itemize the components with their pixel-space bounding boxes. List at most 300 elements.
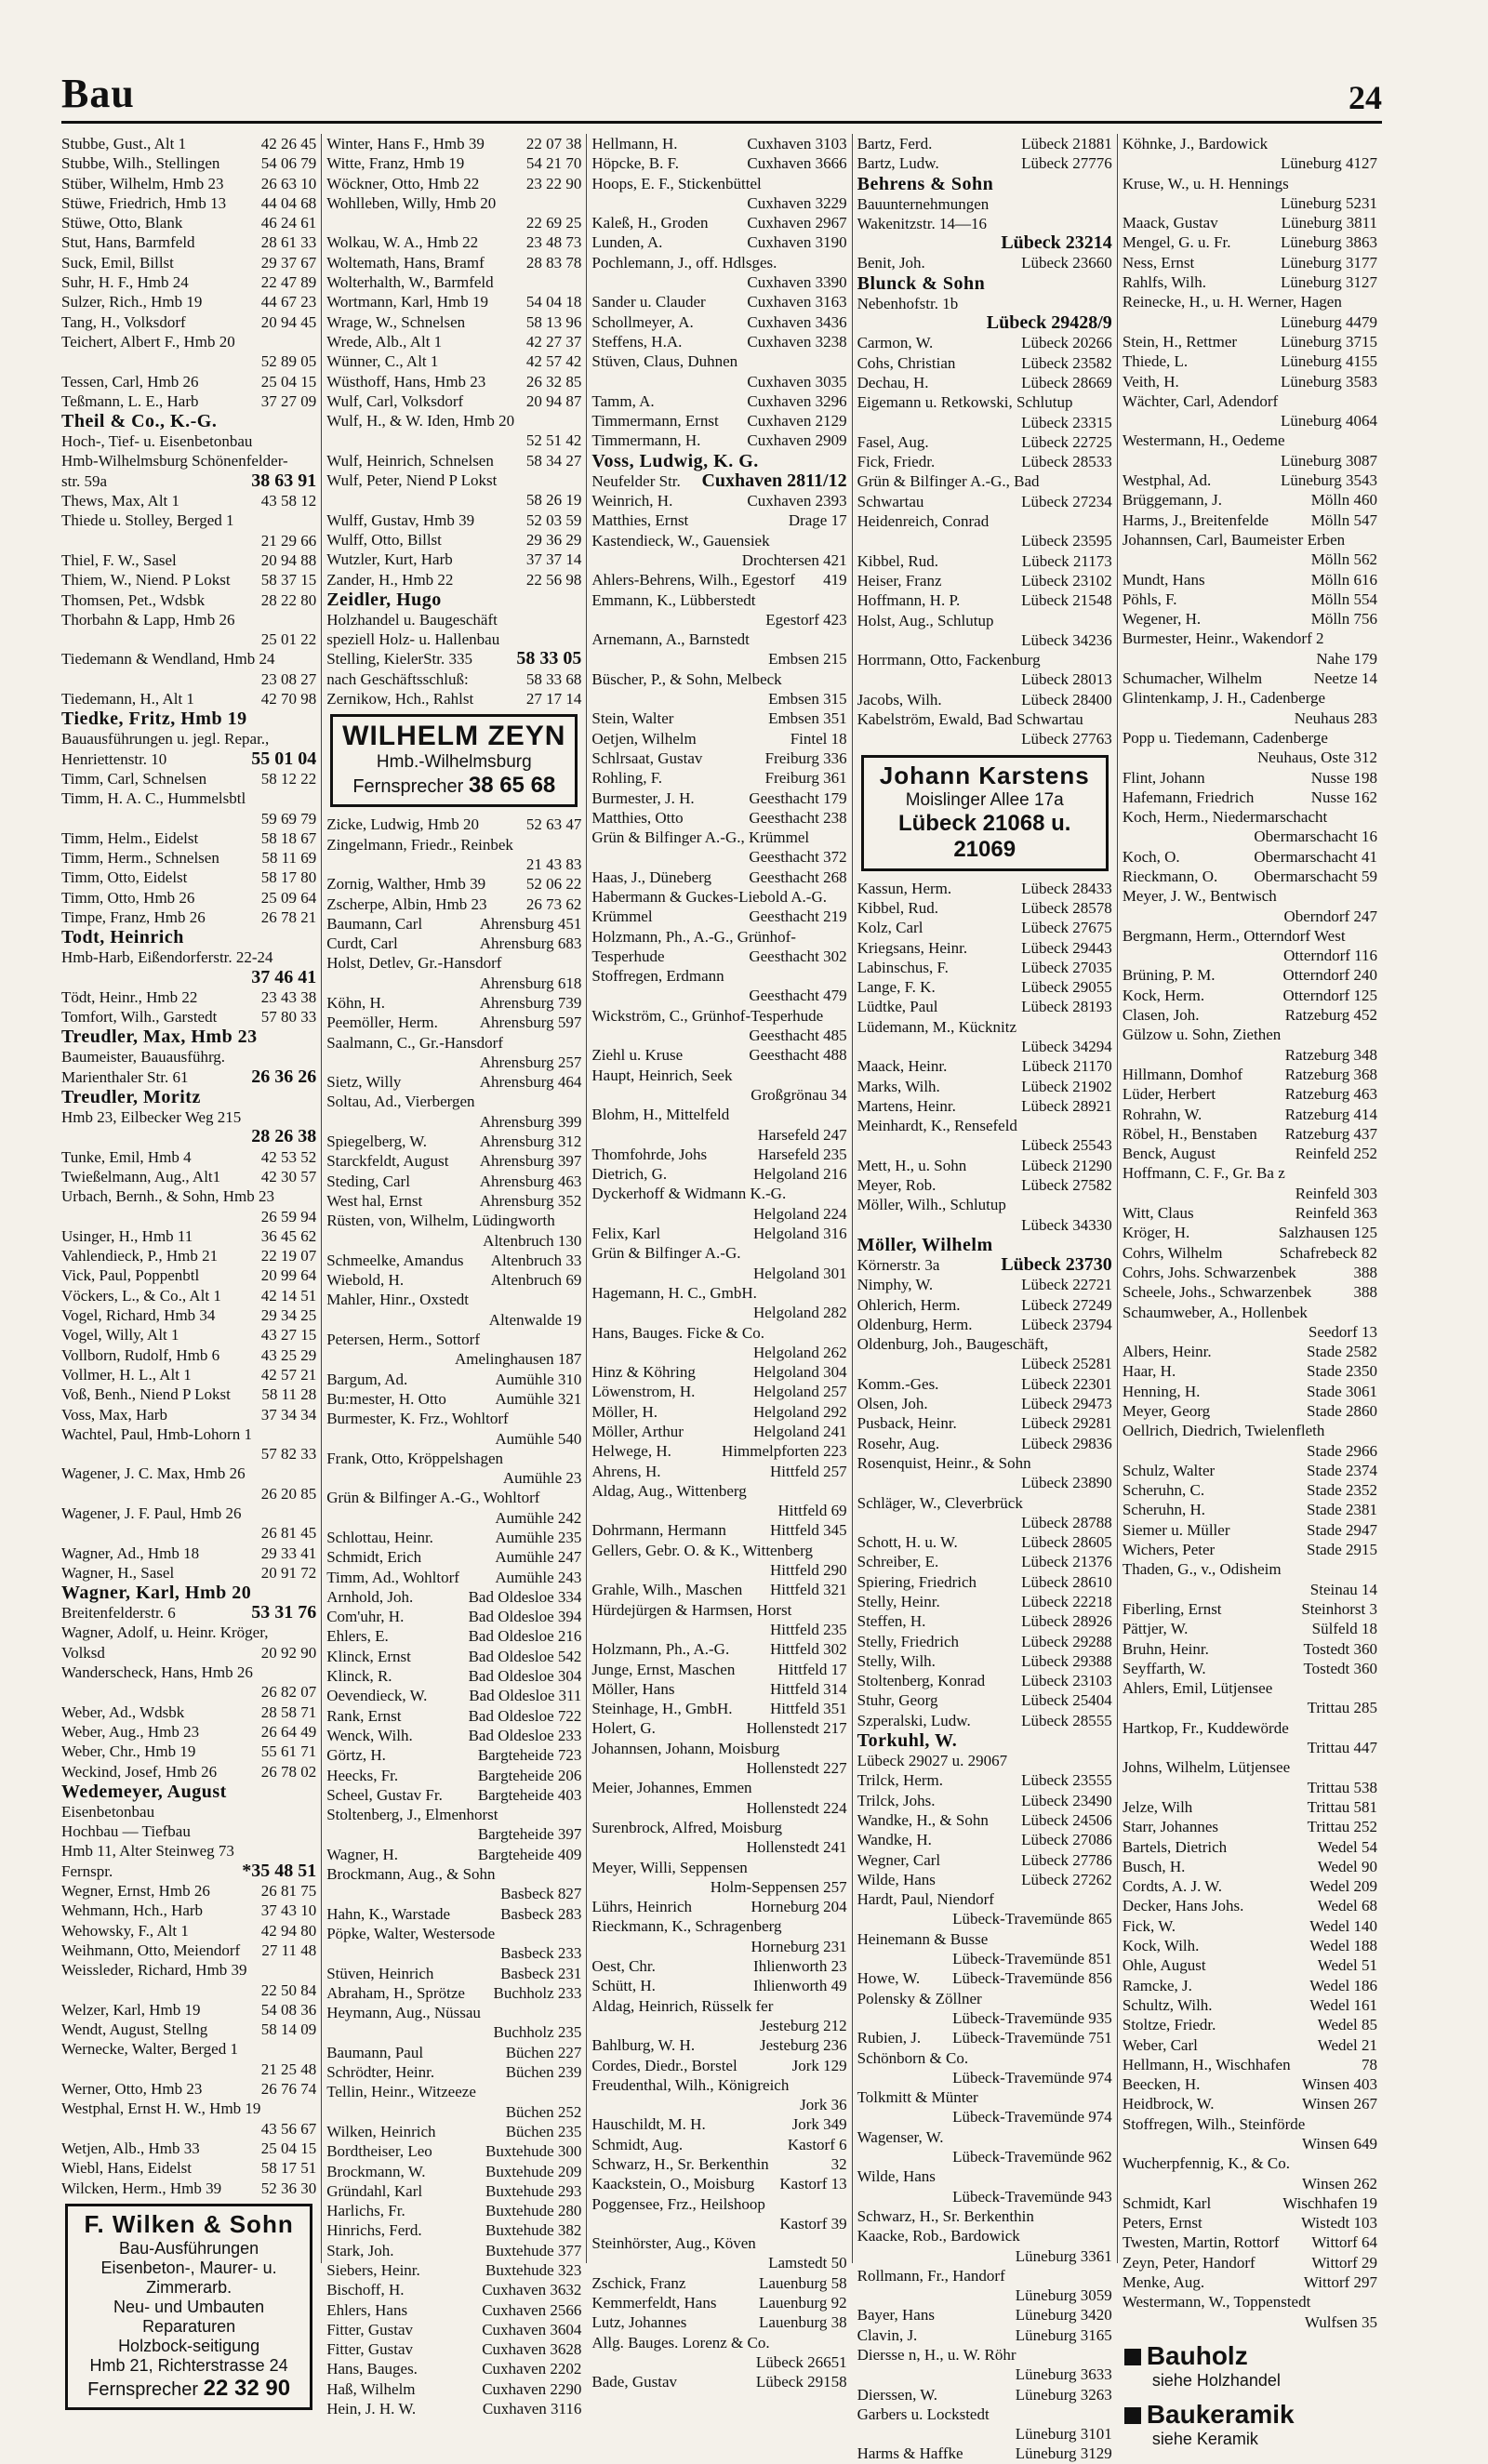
entry-name: Kock, Herm. [1122, 986, 1205, 1004]
directory-entry [61, 1722, 316, 1742]
directory-entry [326, 2141, 581, 2161]
entry-phone: Lübeck 28533 [1021, 453, 1112, 471]
entry-name: Schwarz, H., Sr. Berkenthin [591, 2154, 769, 2173]
directory-entry [61, 788, 316, 808]
entry-name: Stubbe, Wilh., Stellingen [61, 154, 220, 173]
entry-name: Pättjer, W. [1122, 1620, 1189, 1638]
entry-phone: Obermarschacht 16 [1254, 828, 1378, 846]
directory-entry [61, 1365, 316, 1384]
entry-name: Hoffmann, C. F., Gr. Ba z [1122, 1164, 1285, 1183]
entry-name: Ahrens, H. [591, 1462, 661, 1480]
entry-name: Rahlfs, Wilh. [1122, 273, 1206, 292]
entry-name: Sander u. Clauder [591, 293, 706, 311]
directory-entry [591, 788, 846, 808]
directory-entry [857, 2404, 1112, 2424]
entry-phone: Lübeck 27582 [1021, 1176, 1112, 1195]
directory-entry [61, 1147, 316, 1167]
entry-name: Hmb-Wilhelmsburg Schönenfelder- [61, 452, 288, 470]
directory-entry [857, 2127, 1112, 2147]
entry-phone: Lübeck 29388 [1021, 1651, 1112, 1670]
directory-entry [61, 134, 316, 153]
entry-phone: 58 17 80 [260, 868, 317, 887]
directory-entry [857, 413, 1112, 432]
directory-entry [591, 213, 846, 232]
ad-phone: Fernsprecher 22 32 90 [87, 2375, 291, 2401]
entry-phone: Büchen 235 [505, 2122, 582, 2140]
entry-name: Stüven, Claus, Duhnen [591, 352, 738, 371]
entry-name: Usinger, H., Hmb 11 [61, 1226, 193, 1245]
entry-phone: Bargteheide 409 [477, 1845, 582, 1863]
entry-phone: Wittorf 29 [1311, 2253, 1378, 2272]
entry-name: Wulf, H., & W. Iden, Hmb 20 [326, 412, 515, 431]
entry-name: Fernspr. [61, 1861, 113, 1880]
entry-name: Tellin, Heinr., Witzeeze [326, 2083, 476, 2101]
entry-name: Hellmann, H. [591, 135, 678, 152]
directory-entry [61, 174, 316, 193]
entry-phone: 42 70 98 [260, 690, 317, 709]
entry-phone: Neuhaus, Oste 312 [1257, 748, 1378, 767]
entry-phone: Büchen 227 [505, 2043, 582, 2061]
directory-entry [61, 848, 316, 868]
entry-name: Hans, Bauges. [326, 2360, 418, 2378]
directory-entry [1123, 1461, 1377, 1480]
directory-entry [326, 590, 581, 610]
entry-name: Bargum, Ad. [326, 1370, 408, 1388]
directory-entry [61, 1325, 316, 1345]
entry-phone: Hittfeld 290 [769, 1561, 847, 1580]
entry-phone: Helgoland 224 [753, 1204, 847, 1223]
entry-phone: 21 25 48 [260, 2060, 317, 2078]
directory-entry [857, 1295, 1112, 1315]
directory-entry [61, 1702, 316, 1722]
entry-phone: Winsen 267 [1302, 2095, 1378, 2113]
entry-name: Schlottau, Heinr. [326, 1529, 433, 1546]
entry-phone: Lüneburg 3811 [1281, 214, 1378, 232]
entry-name: Thiede u. Stolley, Berged 1 [61, 511, 234, 530]
entry-phone: Lübeck 28013 [1021, 670, 1112, 689]
entry-phone: Wedel 186 [1309, 1976, 1378, 1994]
entry-phone: Helgoland 262 [753, 1343, 847, 1361]
directory-entry [61, 868, 316, 887]
entry-phone: Geesthacht 488 [749, 1046, 847, 1065]
directory-entry [857, 1671, 1112, 1690]
directory-entry [591, 1858, 846, 1877]
entry-name: Stüber, Wilhelm, Hmb 23 [61, 174, 224, 192]
entry-phone: Lübeck-Travemünde 935 [952, 2008, 1112, 2027]
directory-entry [326, 1924, 581, 1943]
directory-entry [61, 1960, 316, 1980]
entry-name: Wandke, H., & Sohn [857, 1810, 989, 1829]
directory-entry [1123, 1401, 1377, 1421]
entry-name: Wickström, C., Grünhof-Tesperhude [591, 1006, 824, 1025]
entry-name: Oest, Chr. [591, 1957, 656, 1976]
directory-entry [591, 2035, 846, 2055]
entry-name: Timm, Carl, Schnelsen [61, 769, 207, 788]
entry-name: Büscher, P., & Sohn, Melbeck [591, 669, 782, 688]
directory-entry [857, 2345, 1112, 2365]
entry-name: Matthies, Ernst [591, 511, 689, 530]
entry-phone: Freiburg 336 [764, 748, 847, 767]
entry-name: Clavin, J. [857, 2325, 918, 2344]
entry-name: Reinecke, H., u. H. Werner, Hagen [1122, 293, 1342, 311]
directory-entry [1123, 1163, 1377, 1183]
entry-name: Baumann, Carl [326, 914, 423, 933]
directory-entry [591, 2312, 846, 2332]
entry-phone: 26 81 75 [260, 1882, 317, 1901]
entry-phone: Cuxhaven 2290 [482, 2379, 582, 2398]
entry-phone: Lübeck 21548 [1021, 591, 1112, 610]
entry-name: Mahler, Hinr., Oxstedt [326, 1291, 469, 1309]
entry-phone: Winsen 649 [1302, 2134, 1378, 2153]
ad-title: Johann Karstens [879, 761, 1090, 789]
entry-name: Wachtel, Paul, Hmb-Lohorn 1 [61, 1424, 252, 1443]
entry-phone: Lauenburg 38 [759, 2313, 847, 2332]
entry-phone: Ahrensburg 739 [479, 993, 582, 1012]
entry-name: Wedemeyer, August [61, 1781, 227, 1802]
directory-entry [591, 1758, 846, 1778]
directory-entry [1123, 2055, 1377, 2074]
entry-phone: Lübeck 28400 [1021, 690, 1112, 709]
entry-name: Wünner, C., Alt 1 [326, 352, 439, 371]
directory-entry [326, 213, 581, 232]
entry-phone: 26 73 62 [525, 894, 582, 913]
entry-phone: 22 47 89 [260, 273, 317, 292]
directory-entry [857, 174, 1112, 194]
directory-entry [857, 373, 1112, 392]
entry-phone: 58 13 96 [525, 312, 582, 331]
directory-entry [61, 1246, 316, 1265]
entry-name: Wrede, Alb., Alt 1 [326, 332, 443, 351]
directory-entry [61, 1007, 316, 1027]
entry-name: Stelly, Wilh. [857, 1651, 936, 1670]
ad-line: Moislinger Allee 17a [905, 789, 1064, 810]
directory-entry [326, 1587, 581, 1607]
entry-phone: Otterndorf 125 [1282, 986, 1378, 1004]
entry-phone: Lübeck 26651 [755, 2352, 847, 2371]
directory-entry [61, 1286, 316, 1305]
entry-name: Thews, Max, Alt 1 [61, 492, 180, 510]
directory-entry [1123, 1659, 1377, 1678]
directory-entry [591, 1204, 846, 1224]
directory-entry [61, 2158, 316, 2178]
directory-entry [591, 1145, 846, 1164]
directory-entry [591, 431, 846, 450]
directory-entry [1123, 2094, 1377, 2113]
entry-name: nach Geschäftsschluß: [326, 669, 469, 688]
directory-entry [326, 1528, 581, 1547]
entry-name: Rosenquist, Heinr., & Sohn [857, 1453, 1031, 1472]
entry-name: Gellers, Gebr. O. & K., Wittenberg [591, 1541, 813, 1559]
entry-phone: Embsen 315 [768, 690, 847, 709]
entry-phone: Wedel 51 [1317, 1956, 1378, 1975]
entry-name: Lüdtke, Paul [857, 998, 938, 1016]
directory-entry [61, 1921, 316, 1941]
directory-entry [326, 1884, 581, 1903]
directory-entry [857, 2246, 1112, 2266]
entry-phone: Basbeck 827 [500, 1885, 582, 1903]
entry-phone: Mölln 547 [1310, 510, 1378, 529]
entry-phone: Nusse 198 [1310, 768, 1378, 787]
entry-name: Wilcken, Herm., Hmb 39 [61, 2179, 222, 2197]
entry-phone: 26 36 26 [251, 1066, 317, 1087]
entry-name: Hardt, Paul, Niendorf [857, 1890, 994, 1909]
entry-phone: Wedel 140 [1309, 1916, 1378, 1935]
entry-name: Schulz, Walter [1122, 1461, 1216, 1479]
directory-entry [1123, 351, 1377, 371]
entry-name: Zingelmann, Friedr., Reinbek [326, 835, 513, 854]
entry-phone: Lüneburg 4155 [1280, 352, 1378, 371]
entry-phone: Altenwalde 19 [488, 1310, 582, 1329]
entry-name: Allg. Bauges. Lorenz & Co. [591, 2333, 770, 2351]
category-see-also: siehe Keramik [1151, 2429, 1258, 2448]
entry-name: Siebers, Heinr. [326, 2260, 420, 2279]
entry-phone: Helgoland 282 [753, 1304, 847, 1322]
directory-entry [591, 2372, 846, 2391]
entry-phone: Buxtehude 293 [485, 2181, 582, 2200]
entry-phone: Hollenstedt 217 [746, 1719, 847, 1738]
directory-entry [591, 927, 846, 947]
entry-name: Dyckerhoff & Widmann K.-G. [591, 1185, 787, 1203]
entry-name: Pochlemann, J., off. Hdlsges. [591, 253, 777, 272]
directory-entry [857, 2305, 1112, 2325]
entry-name: Scheel, Gustav Fr. [326, 1785, 443, 1804]
directory-entry [591, 232, 846, 252]
entry-name: Wagner, Ad., Hmb 18 [61, 1543, 200, 1562]
entry-name: Voß, Benh., Niend P Lokst [61, 1385, 231, 1404]
entry-phone: 52 06 22 [525, 875, 582, 894]
directory-entry [857, 1711, 1112, 1730]
directory-entry [326, 1904, 581, 1924]
entry-name: Holzhandel u. Baugeschäft [326, 610, 498, 629]
directory-entry [61, 987, 316, 1007]
entry-phone: Lübeck-Travemünde 974 [952, 2108, 1112, 2126]
entry-phone: Wedel 21 [1317, 2035, 1378, 2054]
entry-phone: Stade 2374 [1306, 1461, 1378, 1479]
entry-phone: Helgoland 292 [753, 1402, 847, 1421]
directory-entry [61, 749, 316, 769]
directory-entry [1123, 134, 1377, 153]
category-name: Baukeramik [1146, 2399, 1295, 2429]
entry-name: Stuhr, Georg [857, 1691, 938, 1710]
entry-name: Ahlers-Behrens, Wilh., Egestorf [591, 571, 795, 590]
entry-name: Abraham, H., Sprötze [326, 1983, 465, 2002]
entry-phone: 52 63 47 [525, 815, 582, 834]
entry-name: Hürdejürgen & Harmsen, Horst [591, 1600, 792, 1619]
directory-entry [61, 610, 316, 629]
entry-phone: Basbeck 233 [500, 1944, 582, 1963]
entry-name: Zornig, Walther, Hmb 39 [326, 875, 486, 894]
entry-phone: Lübeck 29473 [1021, 1395, 1112, 1413]
entry-name: Meier, Johannes, Emmen [591, 1779, 752, 1797]
entry-name: Theil & Co., K.-G. [61, 411, 218, 432]
directory-entry [1123, 2153, 1377, 2173]
directory-entry [326, 993, 581, 1013]
directory-entry [326, 2102, 581, 2122]
directory-entry [326, 689, 581, 709]
entry-phone: Trittau 252 [1307, 1818, 1378, 1836]
entry-name: Stoffregen, Wilh., Steinförde [1122, 2114, 1306, 2133]
directory-entry [61, 1067, 316, 1087]
entry-phone: Ihlienworth 23 [753, 1957, 847, 1976]
entry-phone: Lübeck 29055 [1021, 978, 1112, 997]
entry-name: Stüven, Heinrich [326, 1964, 434, 1982]
entry-phone: Lübeck 21173 [1021, 551, 1112, 570]
entry-name: Junge, Ernst, Maschen [591, 1660, 736, 1678]
entry-phone: Wedel 209 [1309, 1877, 1378, 1896]
directory-entry [61, 372, 316, 391]
directory-entry [326, 1429, 581, 1449]
entry-phone: Geesthacht 372 [749, 848, 847, 867]
directory-entry [591, 1560, 846, 1580]
entry-phone: Buxtehude 382 [485, 2221, 582, 2240]
entry-name: Harms & Haffke [857, 2444, 963, 2463]
entry-name: Wegner, Ernst, Hmb 26 [61, 1882, 210, 1901]
directory-entry [326, 1151, 581, 1171]
directory-entry [857, 1850, 1112, 1870]
directory-entry [591, 1520, 846, 1540]
directory-entry [591, 1877, 846, 1897]
entry-name: Westermann, H., Oedeme [1122, 431, 1285, 450]
entry-name: Zicke, Ludwig, Hmb 20 [326, 815, 480, 834]
directory-entry [326, 570, 581, 590]
entry-name: Krümmel [591, 907, 653, 926]
entry-name: Westermann, W., Toppenstedt [1122, 2293, 1311, 2312]
entry-name: Voss, Max, Harb [61, 1405, 167, 1424]
directory-entry [326, 649, 581, 669]
entry-name: Vogel, Richard, Hmb 34 [61, 1306, 216, 1325]
entry-phone: 44 67 23 [260, 293, 317, 311]
entry-name: Timpe, Franz, Hmb 26 [61, 907, 206, 926]
entry-name: Hillmann, Domhof [1122, 1065, 1243, 1083]
entry-phone: 43 58 12 [260, 492, 317, 510]
entry-name: Wagner, H., Sasel [61, 1563, 175, 1582]
entry-name: Cohs, Christian [857, 353, 956, 372]
entry-phone: 43 56 67 [260, 2119, 317, 2138]
entry-name: Wutzler, Kurt, Harb [326, 550, 453, 569]
entry-name: Vollborn, Rudolf, Hmb 6 [61, 1345, 220, 1364]
directory-entry [591, 947, 846, 966]
directory-entry [61, 1504, 316, 1523]
entry-name: Stüwe, Otto, Blank [61, 214, 183, 232]
entry-name: Holst, Detlev, Gr.-Hansdorf [326, 954, 502, 973]
entry-phone: Lübeck 27234 [1021, 492, 1112, 510]
entry-phone: 28 22 80 [260, 590, 317, 609]
entry-name: Rohrahn, W. [1122, 1105, 1202, 1123]
entry-phone: 26 59 94 [260, 1207, 317, 1225]
directory-entry [591, 312, 846, 332]
entry-name: Maack, Gustav [1122, 214, 1218, 232]
entry-name: Dechau, H. [857, 373, 929, 391]
directory-entry [857, 1968, 1112, 1988]
directory-entry [591, 1224, 846, 1243]
entry-phone: 29 34 25 [260, 1306, 317, 1325]
directory-entry [591, 669, 846, 689]
entry-phone: 26 20 85 [260, 1484, 317, 1503]
entry-name: Wulf, Peter, Niend P Lokst [326, 471, 498, 490]
category-name: Bauholz [1146, 2340, 1248, 2370]
entry-phone: Cuxhaven 2129 [747, 412, 847, 431]
directory-entry [61, 213, 316, 232]
directory-entry [1123, 1718, 1377, 1738]
directory-entry [1123, 1184, 1377, 1203]
directory-entry [61, 1424, 316, 1444]
directory-entry [1123, 1144, 1377, 1163]
entry-name: Timm, Helm., Eidelst [61, 828, 199, 847]
entry-phone: Cuxhaven 3238 [747, 332, 847, 351]
entry-name: Thomsen, Pet., Wdsbk [61, 590, 206, 609]
entry-name: Baumeister, Bauausführg. [61, 1048, 226, 1066]
entry-name: Hoch-, Tief- u. Eisenbetonbau [61, 432, 253, 451]
directory-entry [1123, 2074, 1377, 2094]
entry-name: Pöpke, Walter, Westersode [326, 1924, 496, 1942]
directory-entry [61, 1980, 316, 2000]
directory-entry [591, 174, 846, 193]
entry-name: Flint, Johann [1122, 768, 1205, 787]
entry-phone: 22 19 07 [260, 1247, 317, 1265]
directory-entry [61, 1107, 316, 1127]
ad-line: Holzbock-seitigung [118, 2336, 260, 2355]
entry-name: Schlrsaat, Gustav [591, 748, 703, 767]
directory-entry [61, 1881, 316, 1901]
entry-name: Cordes, Diedr., Borstel [591, 2056, 737, 2074]
entry-name: Heinemann & Busse [857, 1929, 989, 1948]
column-4 [852, 134, 1117, 2463]
directory-entry [1123, 1876, 1377, 1896]
entry-name: Schütt, H. [591, 1977, 656, 1995]
directory-entry [591, 2293, 846, 2312]
entry-name: Vahlendieck, P., Hmb 21 [61, 1247, 219, 1265]
entry-name: Frank, Otto, Kröppelshagen [326, 1449, 504, 1467]
entry-name: Bergmann, Herm., Otterndorf West [1122, 926, 1346, 945]
entry-phone: Lüneburg 3543 [1280, 471, 1378, 490]
directory-entry [857, 1572, 1112, 1592]
directory-entry [61, 629, 316, 649]
directory-entry [61, 1543, 316, 1563]
directory-entry [61, 1226, 316, 1246]
directory-entry [326, 2122, 581, 2141]
entry-phone: Embsen 351 [768, 709, 847, 728]
entry-phone: Drage 17 [788, 511, 847, 530]
entry-name: Todt, Heinrich [61, 927, 184, 948]
entry-name: Stelly, Friedrich [857, 1632, 959, 1650]
entry-name: Wenck, Wilh. [326, 1726, 413, 1744]
entry-name: Treudler, Moritz [61, 1087, 201, 1108]
entry-phone: Büchen 252 [505, 2102, 582, 2121]
directory-entry [1123, 2015, 1377, 2034]
entry-phone: Winsen 262 [1302, 2174, 1378, 2192]
entry-name: Gülzow u. Sohn, Ziethen [1122, 1026, 1282, 1044]
section-title: Bau [61, 71, 135, 116]
directory-entry [857, 2444, 1112, 2463]
entry-name: Körnerstr. 3a [857, 1255, 940, 1274]
entry-phone: Lübeck 28433 [1021, 879, 1112, 897]
entry-phone: 21 43 83 [525, 854, 582, 873]
entry-name: Stoltze, Friedr. [1122, 2016, 1216, 2034]
directory-entry [326, 253, 581, 272]
entry-name: Ziehl u. Kruse [591, 1046, 684, 1065]
entry-phone: 23 22 90 [525, 174, 582, 192]
entry-phone: Neuhaus 283 [1294, 709, 1378, 727]
directory-entry [1123, 1599, 1377, 1619]
entry-name: Scheruhn, H. [1122, 1501, 1206, 1519]
entry-name: Lutz, Johannes [591, 2313, 687, 2332]
entry-name: Timm, Ad., Wohltorf [326, 1568, 459, 1586]
entry-name: Wagener, J. F. Paul, Hmb 26 [61, 1504, 242, 1522]
entry-name: Tunke, Emil, Hmb 4 [61, 1147, 192, 1166]
entry-name: Harms, J., Breitenfelde [1122, 510, 1269, 529]
entry-name: Poggensee, Frz., Heilshoop [591, 2194, 765, 2213]
entry-name: Timmermann, H. [591, 431, 701, 450]
